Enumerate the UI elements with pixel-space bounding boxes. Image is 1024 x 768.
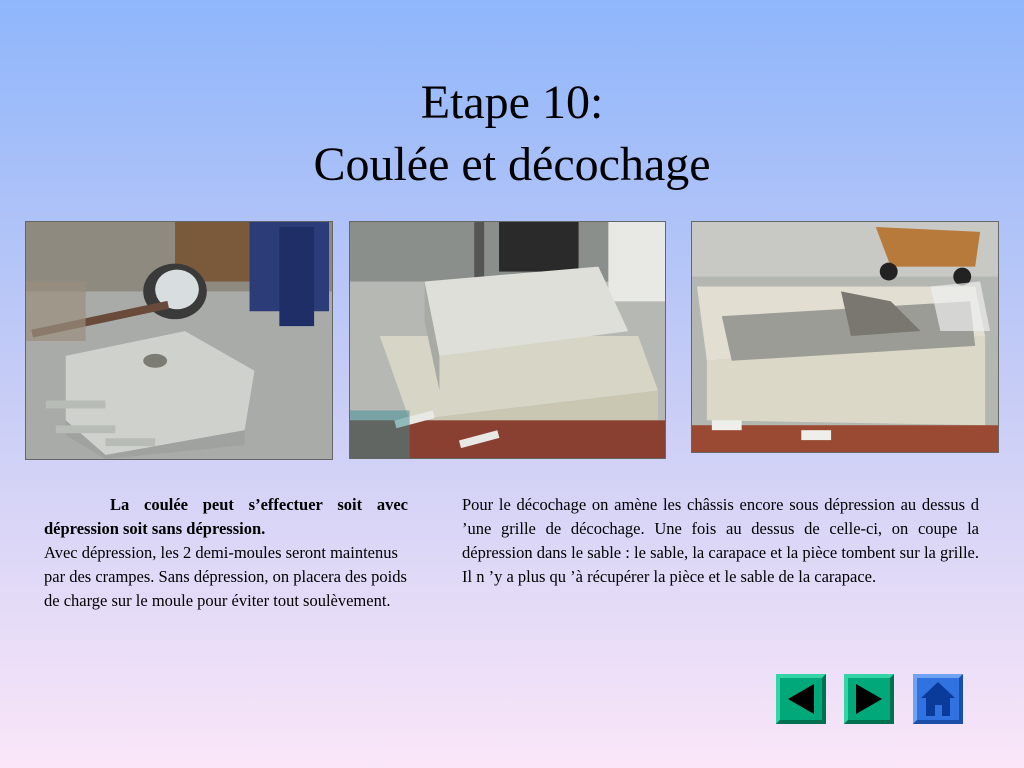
left-text-block <box>44 493 408 613</box>
slide-title-line2: Coulée et décochage <box>313 138 711 191</box>
right-arrow-icon <box>844 674 894 724</box>
lifting-frame-photo <box>349 221 666 459</box>
previous-slide-button[interactable] <box>776 674 826 724</box>
left-text-lead: La coulée peut s’effectuer soit avec dépression soit sans dépression. <box>44 495 408 538</box>
shakeout-grid-photo <box>691 221 999 453</box>
left-text-body: Avec dépression, les 2 demi-moules seront maintenus par des crampes. Sans dépression, on placera des poids de charge sur le moule pour éviter tout soulèvement. <box>44 543 407 610</box>
right-text-block <box>462 493 979 589</box>
right-text-body: Pour le décochage on amène les châssis encore sous dépression au dessus d ’une grille de décochage. Une fois au dessus de celle-ci, on coupe la dépression dans le sable : le sable, la carapace et la pièce tombent sur la grille. Il n ’y a plus qu ’à récupérer la pièce et le sable de la carapace. <box>462 495 979 586</box>
slide-title-line1: Etape 10: <box>420 76 604 129</box>
home-icon <box>913 674 963 724</box>
next-slide-button[interactable] <box>844 674 894 724</box>
slide-title <box>0 72 1024 196</box>
pouring-photo <box>25 221 333 460</box>
left-arrow-icon <box>776 674 826 724</box>
home-button[interactable] <box>913 674 963 724</box>
